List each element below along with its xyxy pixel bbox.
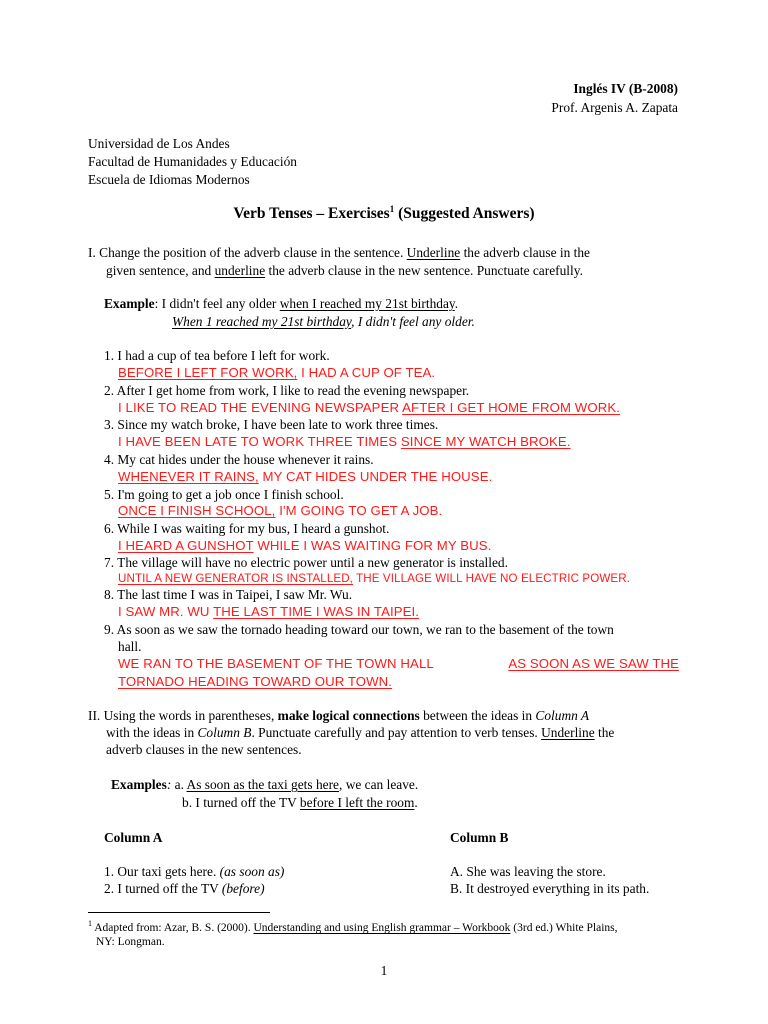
answer-clause: SINCE MY WATCH BROKE. [400, 434, 571, 449]
examples-label: Examples [111, 777, 167, 792]
answer-text: I LIKE TO READ THE EVENING NEWSPAPER [118, 400, 403, 415]
instr-underline-word: Underline [406, 245, 461, 260]
instr-underline-word: Underline [541, 725, 595, 740]
instr-text: with the ideas in [106, 725, 198, 740]
example-text: b. I turned off the TV [182, 795, 300, 810]
question-1: 1. I had a cup of tea before I left for work. [104, 348, 330, 363]
column-a-item-2 [104, 880, 265, 897]
answer-text: I HAVE BEEN LATE TO WORK THREE TIMES [118, 434, 401, 449]
answer-clause: AS SOON AS WE SAW THE [508, 656, 679, 671]
answer-text: THE VILLAGE WILL HAVE NO ELECTRIC POWER. [353, 572, 631, 585]
section1-instruction-line2 [106, 262, 583, 279]
instr-text: . Punctuate carefully and pay attention to verb tenses. [251, 725, 542, 740]
footnote-book-title: Understanding and using English grammar – Workbook [253, 922, 511, 934]
answer-4 [118, 468, 492, 485]
answer-3 [118, 433, 571, 450]
example-text: , we can leave. [339, 777, 419, 792]
answer-clause: I HEARD A GUNSHOT [118, 538, 254, 553]
column-b-item-a: A. She was leaving the store. [450, 864, 606, 879]
section2-instruction-line1 [88, 707, 589, 724]
example-clause: when I reached my 21st birthday [279, 296, 455, 311]
answer-text: WHILE I WAS WAITING FOR MY BUS. [253, 538, 492, 553]
column-item-hint: (as soon as) [219, 864, 285, 879]
instr-text: between the ideas in [419, 708, 536, 723]
example-text: , I didn't feel any older. [351, 314, 475, 329]
question-5: 5. I'm going to get a job once I finish school. [104, 487, 344, 502]
column-b-header: Column B [450, 830, 509, 845]
instr-text: I. Change the position of the adverb clause in the sentence. [88, 245, 407, 260]
question-6: 6. While I was waiting for my bus, I heard a gunshot. [104, 521, 390, 536]
answer-2 [118, 399, 620, 416]
section1-example [104, 295, 458, 312]
institution-faculty: Facultad de Humanidades y Educación [88, 154, 297, 169]
section2-instruction-line2 [106, 724, 614, 741]
column-a-item-1 [104, 863, 284, 880]
instr-italic: Column A [535, 708, 590, 723]
answer-8 [118, 603, 419, 620]
footnote-line1 [88, 921, 618, 935]
section2-example-b [182, 794, 418, 811]
instr-text: II. Using the words in parentheses, [88, 708, 278, 723]
column-item-text: 1. Our taxi gets here. [104, 864, 220, 879]
footnote-text: Adapted from: Azar, B. S. (2000). [92, 922, 254, 934]
footnote-text: (3rd ed.) White Plains, [510, 922, 618, 934]
answer-text: WE RAN TO THE BASEMENT OF THE TOWN HALL [118, 656, 434, 671]
question-2: 2. After I get home from work, I like to read the evening newspaper. [104, 383, 470, 398]
question-4: 4. My cat hides under the house whenever it rains. [104, 452, 374, 467]
answer-clause: UNTIL A NEW GENERATOR IS INSTALLED, [118, 572, 353, 585]
instr-bold: make logical connections [277, 708, 420, 723]
answer-1 [118, 364, 435, 381]
answer-clause: ONCE I FINISH SCHOOL, [118, 503, 276, 518]
answer-clause: BEFORE I LEFT FOR WORK, [118, 365, 298, 380]
footnote-divider [88, 912, 270, 913]
footnote-mark: 1 [88, 919, 92, 929]
answer-clause: WHENEVER IT RAINS, [118, 469, 259, 484]
instr-text: the [594, 725, 615, 740]
answer-5 [118, 502, 442, 519]
answer-7 [118, 570, 630, 587]
answer-clause: TORNADO HEADING TOWARD OUR TOWN. [118, 674, 393, 689]
column-a-header: Column A [104, 830, 163, 845]
instr-underline-word: underline [214, 263, 266, 278]
example-clause: When 1 reached my 21st birthday [172, 314, 352, 329]
professor-name: Prof. Argenis A. Zapata [551, 100, 678, 115]
column-item-hint: (before) [221, 881, 265, 896]
section1-example-answer [172, 313, 475, 330]
institution-university: Universidad de Los Andes [88, 136, 230, 151]
example-text: . [414, 795, 418, 810]
answer-text: I HAD A CUP OF TEA. [297, 365, 436, 380]
column-item-text: 2. I turned off the TV [104, 881, 222, 896]
example-text: : I didn't feel any older [154, 296, 280, 311]
question-9-line2: hall. [118, 639, 142, 654]
example-label: Example [104, 296, 155, 311]
section1-instruction-line1 [88, 244, 590, 261]
example-text: . [454, 296, 459, 311]
question-8: 8. The last time I was in Taipei, I saw Mr. Wu. [104, 587, 353, 602]
question-9-line1: 9. As soon as we saw the tornado heading toward our town, we ran to the basement of the town [104, 622, 614, 637]
instr-text: the adverb clause in the new sentence. Punctuate carefully. [265, 263, 583, 278]
answer-text: I'M GOING TO GET A JOB. [275, 503, 443, 518]
title-suffix: (Suggested Answers) [394, 205, 535, 222]
footnote-line2: NY: Longman. [96, 936, 165, 948]
question-3: 3. Since my watch broke, I have been late to work three times. [104, 417, 439, 432]
instr-text: the adverb clause in the [460, 245, 590, 260]
example-text: a. [171, 777, 187, 792]
answer-6 [118, 537, 491, 554]
page-title [0, 205, 768, 222]
question-7: 7. The village will have no electric power until a new generator is installed. [104, 555, 508, 570]
example-clause: before I left the room [299, 795, 415, 810]
section2-instruction-line3: adverb clauses in the new sentences. [106, 742, 302, 757]
example-clause: As soon as the taxi gets here [186, 777, 340, 792]
course-code: Inglés IV (B-2008) [573, 81, 678, 96]
institution-school: Escuela de Idiomas Modernos [88, 172, 250, 187]
title-main: Verb Tenses – Exercises [233, 205, 390, 222]
answer-9-line2 [118, 673, 392, 690]
title-footnote-mark: 1 [389, 203, 395, 214]
answer-9-line1 [118, 655, 679, 672]
examples-colon: : [166, 777, 172, 792]
instr-text: given sentence, and [106, 263, 215, 278]
instr-italic: Column B [197, 725, 252, 740]
answer-text: I SAW MR. WU [118, 604, 214, 619]
answer-text: MY CAT HIDES UNDER THE HOUSE. [258, 469, 493, 484]
page-number: 1 [380, 963, 388, 978]
section2-example-a [111, 776, 418, 793]
answer-clause: THE LAST TIME I WAS IN TAIPEI. [213, 604, 420, 619]
column-b-item-b: B. It destroyed everything in its path. [450, 881, 650, 896]
answer-clause: AFTER I GET HOME FROM WORK. [402, 400, 620, 415]
